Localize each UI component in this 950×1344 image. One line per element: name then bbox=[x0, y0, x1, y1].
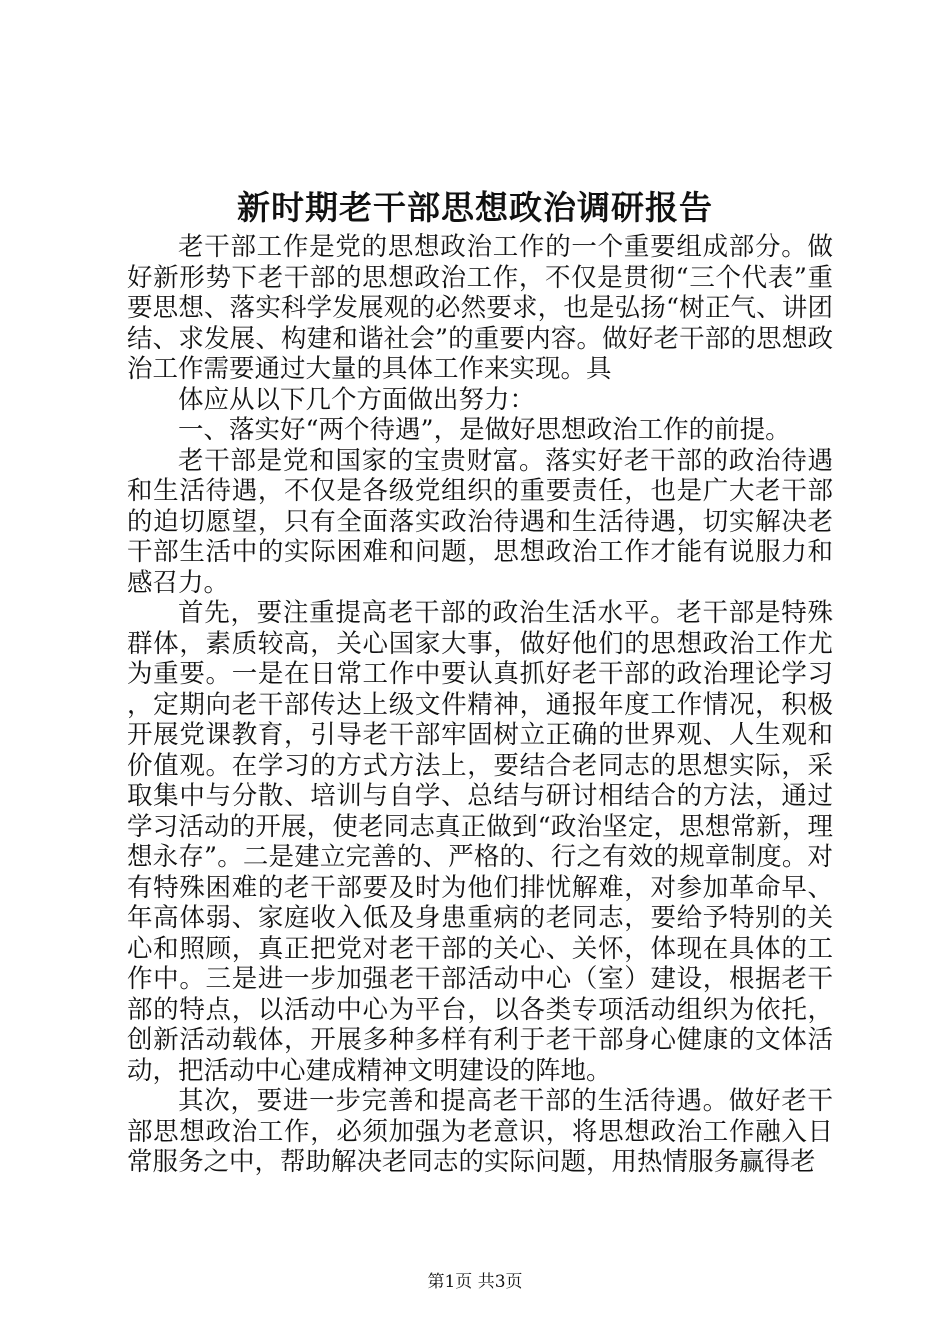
page-number-footer: 第1页 共3页 bbox=[427, 1272, 523, 1292]
paragraph-intro-continued: 体应从以下几个方面做出努力： bbox=[178, 384, 536, 415]
paragraph-second: 其次，要进一步完善和提高老干部的生活待遇。做好老干部思想政治工作，必须加强为老意识，将思想政治工作融入日常服务之中，帮助解决老同志的实际问题，用热情服务赢得老 bbox=[127, 1086, 833, 1177]
paragraph-cadre-value: 老干部是党和国家的宝贵财富。落实好老干部的政治待遇和生活待遇，不仅是各级党组织的重要责任，也是广大老干部的迫切愿望，只有全面落实政治待遇和生活待遇，切实解决老干部生活中的实际困难和问题，思想政治工作才能有说服力和感召力。 bbox=[127, 445, 833, 598]
document-title: 新时期老干部思想政治调研报告 bbox=[237, 188, 713, 227]
paragraph-first: 首先，要注重提高老干部的政治生活水平。老干部是特殊群体，素质较高，关心国家大事，做好他们的思想政治工作尤为重要。一是在日常工作中要认真抓好老干部的政治理论学习，定期向老干部传达上级文件精神，通报年度工作情况，积极开展党课教育，引导老干部牢固树立正确的世界观、人生观和价值观。在学习的方式方法上，要结合老同志的思想实际，采取集中与分散、培训与自学、总结与研讨相结合的方法，通过学习活动的开展，使老同志真正做到“政治坚定，思想常新，理想永存”。二是建立完善的、严格的、行之有效的规章制度。对有特殊困难的老干部要及时为他们排忧解难，对参加革命早、年高体弱、家庭收入低及身患重病的老同志，要给予特别的关心和照顾，真正把党对老干部的关心、关怀，体现在具体的工作中。三是进一步加强老干部活动中心（室）建设，根据老干部的特点，以活动中心为平台，以各类专项活动组织为依托，创新活动载体，开展多种多样有利于老干部身心健康的文体活动，把活动中心建成精神文明建设的阵地。 bbox=[127, 598, 833, 1086]
paragraph-intro: 老干部工作是党的思想政治工作的一个重要组成部分。做好新形势下老干部的思想政治工作，不仅是贯彻“三个代表”重要思想、落实科学发展观的必然要求，也是弘扬“树正气、讲团结、求发展、构建和谐社会”的重要内容。做好老干部的思想政治工作需要通过大量的具体工作来实现。具 bbox=[127, 232, 833, 384]
section-heading-1: 一、落实好“两个待遇”，是做好思想政治工作的前提。 bbox=[178, 415, 791, 445]
document-body bbox=[127, 232, 833, 1178]
